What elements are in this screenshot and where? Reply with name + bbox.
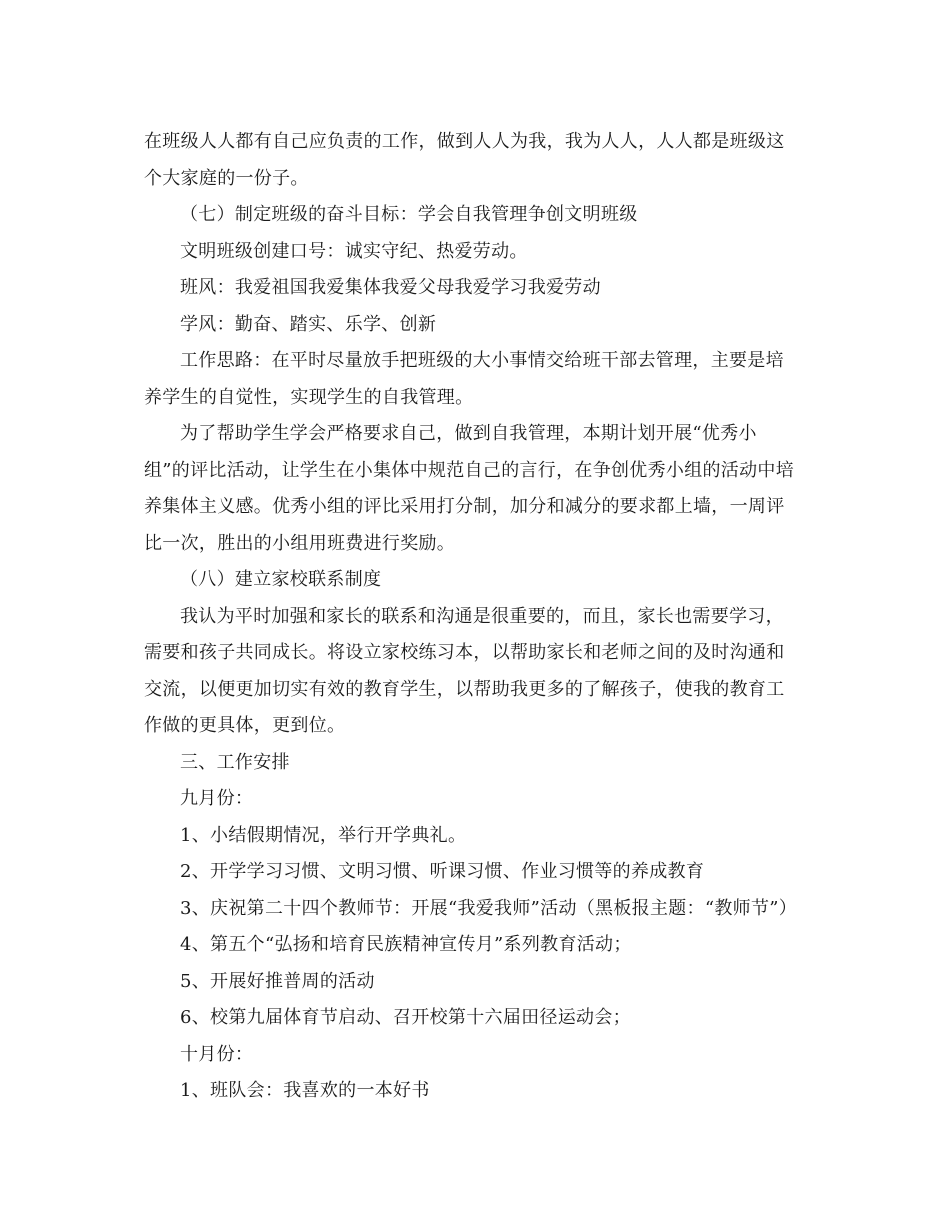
text-line: 比一次，胜出的小组用班费进行奖励。 — [144, 532, 456, 554]
list-item: 5、开展好推普周的活动 — [180, 970, 375, 992]
month-heading: 九月份： — [180, 788, 254, 809]
list-item: 1、小结假期情况，举行开学典礼。 — [180, 824, 467, 846]
text-line: 在班级人人都有自己应负责的工作，做到人人为我，我为人人，人人都是班级这 — [144, 131, 785, 152]
text-line: 养集体主义感。优秀小组的评比采用打分制，加分和减分的要求都上墙，一周评 — [144, 496, 785, 517]
text-line: 文明班级创建口号：诚实守纪、热爱劳动。 — [180, 240, 528, 262]
text-line: 学风：勤奋、踏实、乐学、创新 — [180, 313, 437, 335]
list-item: 2、开学学习习惯、文明习惯、听课习惯、作业习惯等的养成教育 — [180, 861, 705, 882]
text-line: 班风：我爱祖国我爱集体我爱父母我爱学习我爱劳动 — [180, 277, 601, 298]
text-line: 组”的评比活动，让学生在小集体中规范自己的言行，在争创优秀小组的活动中培 — [144, 459, 794, 481]
month-heading: 十月份： — [180, 1043, 254, 1065]
list-item: 4、第五个“弘扬和培育民族精神宣传月”系列教育活动； — [180, 934, 632, 955]
list-item: 1、班队会：我喜欢的一本好书 — [180, 1080, 430, 1101]
text-line: 工作思路：在平时尽量放手把班级的大小事情交给班干部去管理，主要是培 — [180, 350, 784, 371]
text-line: 养学生的自觉性，实现学生的自我管理。 — [144, 386, 474, 408]
section-heading: （七）制定班级的奋斗目标：学会自我管理争创文明班级 — [180, 204, 638, 225]
text-line: 需要和孩子共同成长。将设立家校练习本，以帮助家长和老师之间的及时沟通和 — [144, 642, 785, 663]
text-line: 个大家庭的一份子。 — [144, 167, 309, 189]
text-line: 作做的更具体，更到位。 — [144, 715, 346, 736]
section-heading: （八）建立家校联系制度 — [180, 569, 382, 590]
text-line: 我认为平时加强和家长的联系和沟通是很重要的，而且，家长也需要学习， — [180, 605, 784, 627]
section-heading: 三、工作安排 — [180, 751, 290, 773]
document-body — [144, 124, 814, 1110]
text-line: 为了帮助学生学会严格要求自己，做到自我管理，本期计划开展“优秀小 — [180, 423, 757, 444]
text-line: 交流，以便更加切实有效的教育学生，以帮助我更多的了解孩子，使我的教育工 — [144, 678, 785, 700]
list-item: 6、校第九届体育节启动、召开校第十六届田径运动会； — [180, 1007, 631, 1028]
list-item: 3、庆祝第二十四个教师节：开展“我爱我师”活动（黑板报主题：“教师节”） — [180, 897, 798, 919]
